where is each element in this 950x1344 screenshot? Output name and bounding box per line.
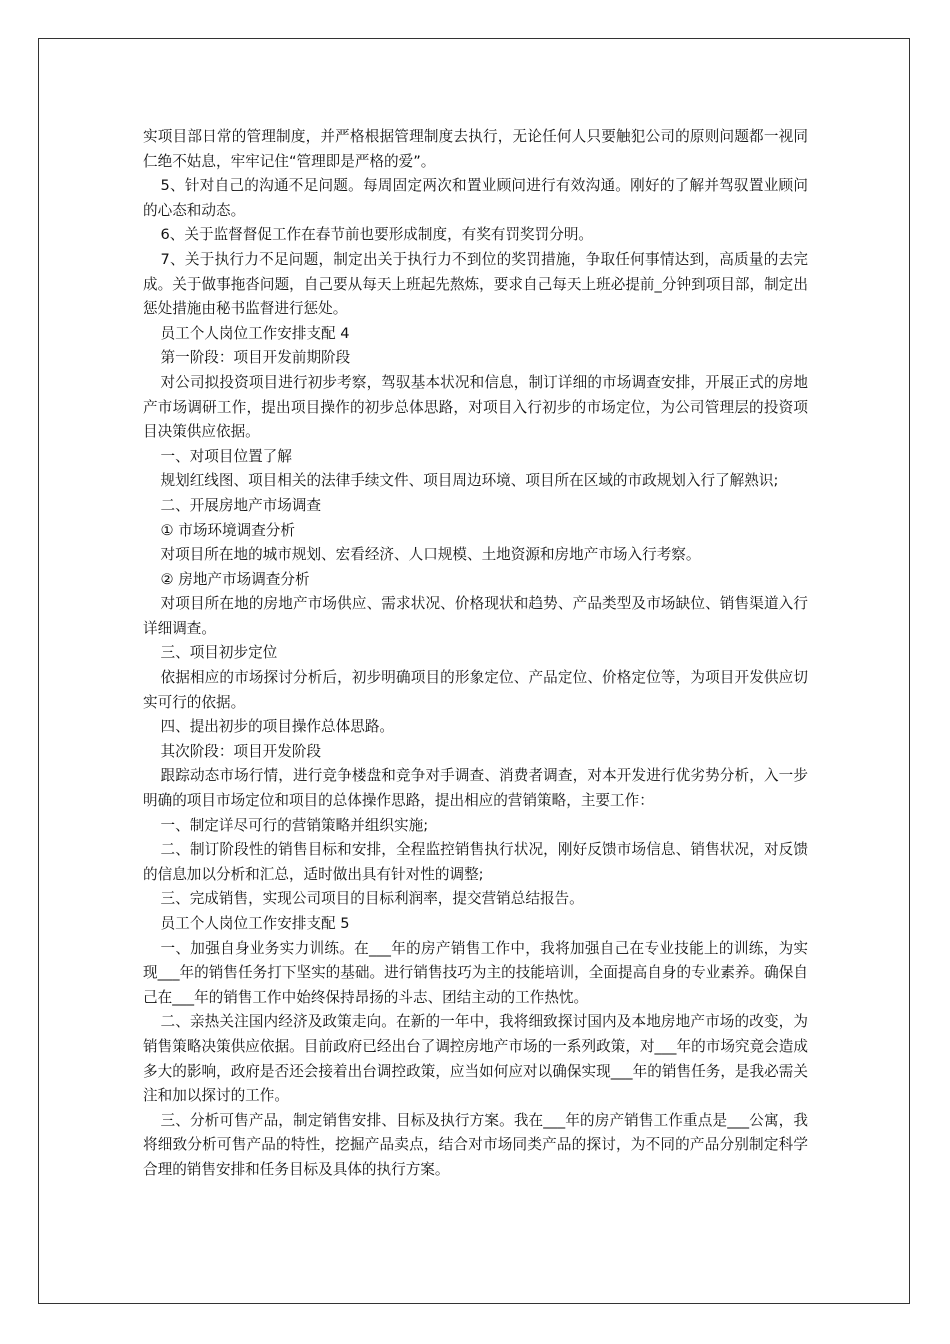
paragraph: 三、分析可售产品，制定销售安排、目标及执行方案。我在___年的房产销售工作重点是___公寓，我将细致分析可售产品的特性，挖掘产品卖点，结合对市场同类产品的探讨，为不同的产品分别制定科学合理的销售安排和任务目标及具体的执行方案。	[143, 1111, 808, 1178]
paragraph: 7、关于执行力不足问题，制定出关于执行力不到位的奖罚措施，争取任何事情达到，高质量的去完成。关于做事拖沓问题，自己要从每天上班起先熬炼，要求自己每天上班必提前_分钟到项目部，制定出惩处措施由秘书监督进行惩处。	[143, 250, 808, 318]
subheading: 二、开展房地产市场调查	[160, 496, 322, 514]
subheading: 四、提出初步的项目操作总体思路。	[160, 718, 395, 736]
paragraph: 二、制订阶段性的销售目标和安排，全程监控销售执行状况，刚好反馈市场信息、销售状况，对反馈的信息加以分析和汇总，适时做出具有针对性的调整;	[143, 841, 808, 883]
document-body	[143, 125, 808, 1183]
paragraph: 规划红线图、项目相关的法律手续文件、项目周边环境、项目所在区域的市政规划入行了解熟识;	[160, 472, 779, 490]
section-heading: 员工个人岗位工作安排支配 4	[160, 324, 350, 342]
stage-heading: 其次阶段：项目开发阶段	[160, 742, 322, 760]
paragraph: 对项目所在地的城市规划、宏看经济、人口规模、土地资源和房地产市场入行考察。	[160, 546, 701, 564]
section-heading: 员工个人岗位工作安排支配 5	[160, 915, 350, 932]
paragraph: 5、针对自己的沟通不足问题。每周固定两次和置业顾问进行有效沟通。刚好的了解并驾驭置业顾问的心态和动态。	[143, 177, 808, 219]
paragraph: 一、加强自身业务实力训练。在___年的房产销售工作中，我将加强自己在专业技能上的训练，为实现___年的销售任务打下坚实的基础。进行销售技巧为主的技能培训，全面提高自身的专业素养。确保自己在___年的销售工作中始终保持昂扬的斗志、团结主动的工作热忱。	[143, 939, 808, 1006]
paragraph: 一、制定详尽可行的营销策略并组织实施;	[160, 816, 429, 834]
subheading: 三、项目初步定位	[160, 644, 278, 662]
stage-heading: 第一阶段：项目开发前期阶段	[160, 349, 351, 367]
paragraph: 跟踪动态市场行情，进行竞争楼盘和竞争对手调查、消费者调查，对本开发进行优劣势分析，入一步明确的项目市场定位和项目的总体操作思路，提出相应的营销策略，主要工作：	[143, 767, 808, 810]
paragraph: 6、关于监督督促工作在春节前也要形成制度，有奖有罚奖罚分明。	[160, 226, 594, 244]
paragraph: 二、亲热关注国内经济及政策走向。在新的一年中，我将细致探讨国内及本地房地产市场的改变，为销售策略决策供应依据。目前政府已经出台了调控房地产市场的一系列政策，对___年的市场究竟会造成多大的影响，政府是否还会接着出台调控政策，应当如何应对以确保实现___年的销售任务，是我必需关注和加以探讨的工作。	[143, 1013, 808, 1105]
subheading: 一、对项目位置了解	[160, 447, 292, 465]
paragraph: 实项目部日常的管理制度，并严格根据管理制度去执行，无论任何人只要触犯公司的原则问题都一视同仁绝不姑息，牢牢记住“管理即是严格的爱”。	[143, 128, 808, 170]
paragraph: 三、完成销售，实现公司项目的目标利润率，提交营销总结报告。	[160, 890, 584, 908]
paragraph: 对公司拟投资项目进行初步考察，驾驭基本状况和信息，制订详细的市场调查安排，开展正式的房地产市场调研工作，提出项目操作的初步总体思路，对项目入行初步的市场定位，为公司管理层的投资项目决策供应依据。	[143, 373, 808, 441]
paragraph: 对项目所在地的房地产市场供应、需求状况、价格现状和趋势、产品类型及市场缺位、销售渠道入行详细调查。	[143, 595, 808, 637]
subheading: ① 市场环境调查分析	[160, 521, 295, 539]
paragraph: 依据相应的市场探讨分析后，初步明确项目的形象定位、产品定位、价格定位等，为项目开发供应切实可行的依据。	[143, 669, 808, 711]
subheading: ② 房地产市场调查分析	[160, 570, 310, 588]
